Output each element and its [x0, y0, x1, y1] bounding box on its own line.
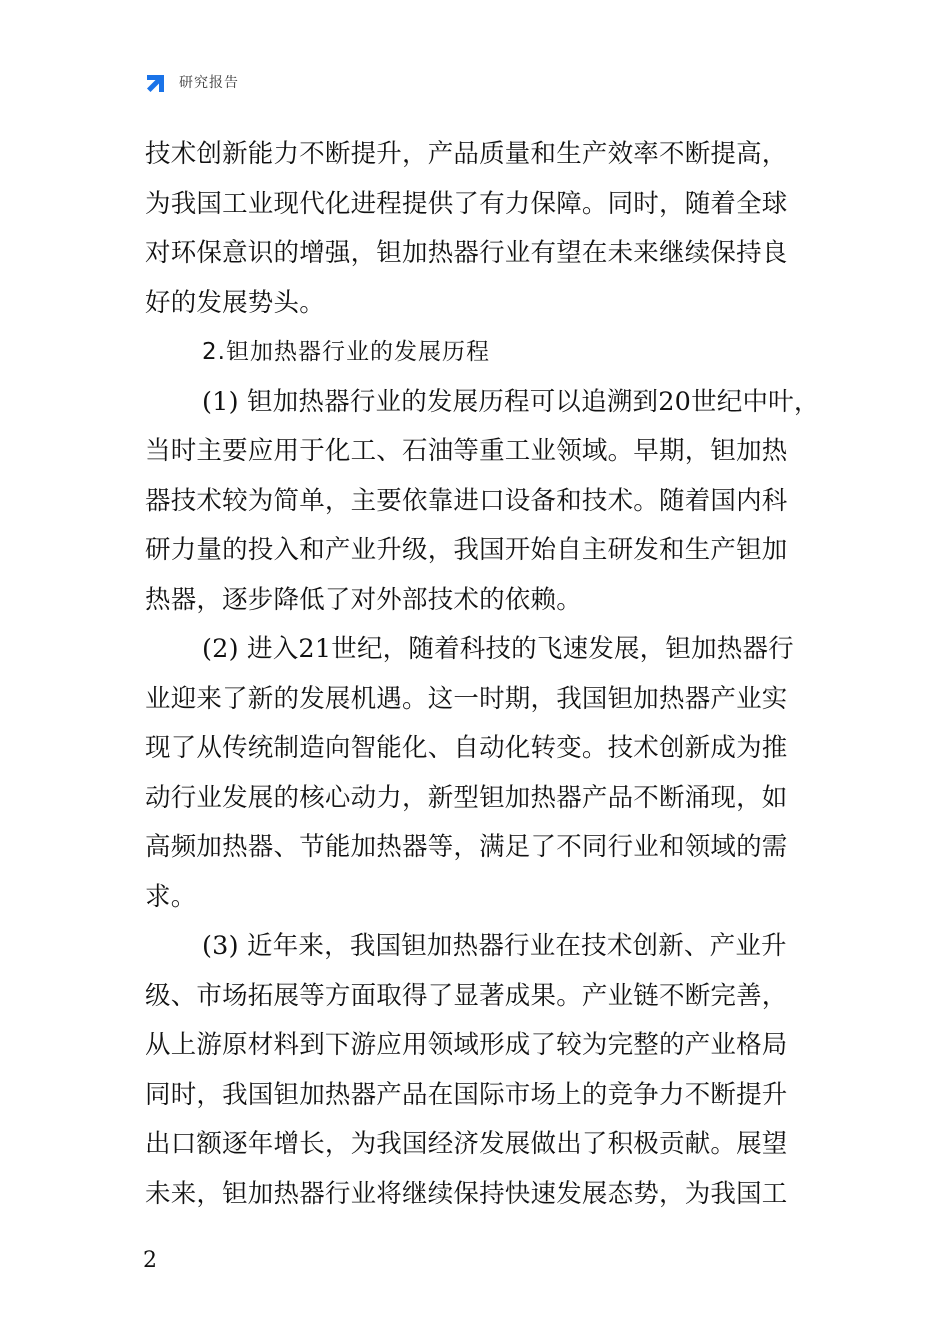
paragraph-line: 对环保意识的增强，钽加热器行业有望在未来继续保持良: [145, 238, 788, 268]
paragraph-line: 动行业发展的核心动力，新型钽加热器产品不断涌现，如: [145, 782, 788, 813]
paragraph-line: 研力量的投入和产业升级，我国开始自主研发和生产钽加: [145, 535, 788, 565]
paragraph-line: 未来，钽加热器行业将继续保持快速发展态势，为我国工: [145, 1178, 788, 1209]
paragraph-line: 好的发展势头。: [145, 287, 325, 318]
paragraph-line: 器技术较为简单，主要依靠进口设备和技术。随着国内科: [145, 485, 788, 516]
paragraph-line: 现了从传统制造向智能化、自动化转变。技术创新成为推: [145, 733, 788, 763]
paragraph-line: 技术创新能力不断提升，产品质量和生产效率不断提高，: [145, 139, 788, 169]
paragraph-line: 从上游原材料到下游应用领域形成了较为完整的产业格局: [145, 1030, 788, 1060]
page-number: 2: [143, 1248, 157, 1273]
arrow-up-right-icon: [145, 70, 169, 94]
report-type-label: 研究报告: [179, 75, 239, 91]
paragraph-line: 同时，我国钽加热器产品在国际市场上的竞争力不断提升: [145, 1079, 788, 1110]
section-heading: 2.钽加热器行业的发展历程: [202, 339, 490, 365]
paragraph-line: 高频加热器、节能加热器等，满足了不同行业和领域的需: [145, 832, 788, 862]
paragraph-line: 求。: [145, 881, 197, 912]
paragraph-line: 业迎来了新的发展机遇。这一时期，我国钽加热器产业实: [145, 683, 788, 714]
paragraph-line: (3) 近年来，我国钽加热器行业在技术创新、产业升: [202, 931, 787, 961]
document-body: [145, 130, 825, 1219]
paragraph-line: 级、市场拓展等方面取得了显著成果。产业链不断完善，: [145, 980, 788, 1011]
paragraph-line: (2) 进入21世纪，随着科技的飞速发展，钽加热器行: [202, 634, 794, 664]
paragraph-line: 出口额逐年增长，为我国经济发展做出了积极贡献。展望: [145, 1129, 788, 1159]
paragraph-line: 当时主要应用于化工、石油等重工业领域。早期，钽加热: [145, 436, 788, 466]
page-header: [145, 68, 239, 96]
paragraph-line: 为我国工业现代化进程提供了有力保障。同时，随着全球: [145, 188, 788, 219]
paragraph-line: (1) 钽加热器行业的发展历程可以追溯到20世纪中叶，: [202, 386, 820, 417]
paragraph-line: 热器，逐步降低了对外部技术的依赖。: [145, 584, 582, 615]
